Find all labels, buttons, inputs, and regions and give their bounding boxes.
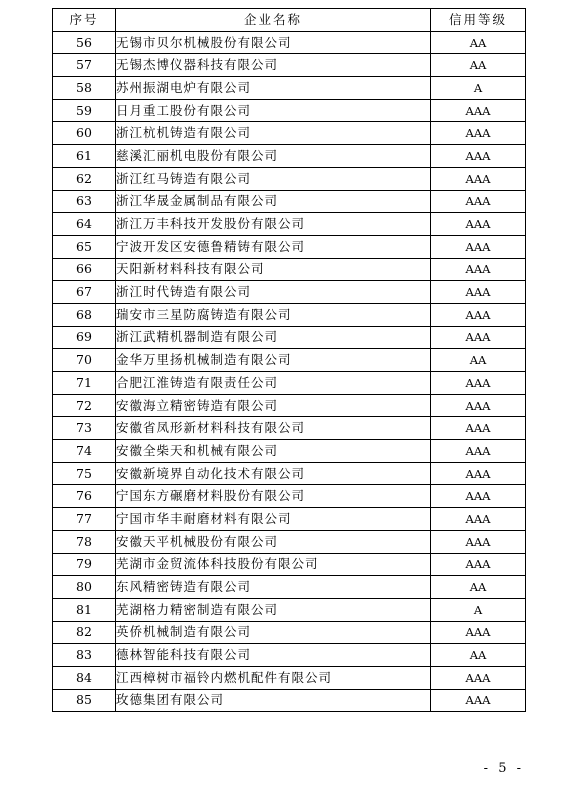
row-company-name: 浙江时代铸造有限公司	[116, 281, 431, 304]
row-seq: 60	[53, 122, 116, 145]
table-row	[53, 190, 526, 213]
row-credit-rating: AAA	[431, 553, 526, 576]
row-company-name: 宁波开发区安德鲁精铸有限公司	[116, 235, 431, 258]
row-seq: 70	[53, 349, 116, 372]
table-header	[53, 9, 526, 32]
row-company-name: 宁国市华丰耐磨材料有限公司	[116, 508, 431, 531]
row-credit-rating: AAA	[431, 485, 526, 508]
row-company-name: 安徽海立精密铸造有限公司	[116, 394, 431, 417]
row-credit-rating: AAA	[431, 258, 526, 281]
row-company-name: 宁国东方碾磨材料股份有限公司	[116, 485, 431, 508]
row-seq: 63	[53, 190, 116, 213]
header-seq: 序号	[53, 9, 116, 32]
table-row	[53, 167, 526, 190]
table-row	[53, 598, 526, 621]
row-seq: 67	[53, 281, 116, 304]
row-seq: 71	[53, 372, 116, 395]
row-credit-rating: AA	[431, 349, 526, 372]
table-body	[53, 31, 526, 712]
row-seq: 78	[53, 530, 116, 553]
header-company-name: 企业名称	[116, 9, 431, 32]
row-credit-rating: AA	[431, 54, 526, 77]
row-company-name: 玫德集团有限公司	[116, 689, 431, 712]
row-seq: 80	[53, 576, 116, 599]
table-row	[53, 372, 526, 395]
table-row	[53, 689, 526, 712]
row-company-name: 金华万里扬机械制造有限公司	[116, 349, 431, 372]
row-credit-rating: AAA	[431, 394, 526, 417]
row-seq: 64	[53, 213, 116, 236]
row-credit-rating: AA	[431, 644, 526, 667]
row-company-name: 英侨机械制造有限公司	[116, 621, 431, 644]
row-seq: 75	[53, 462, 116, 485]
row-seq: 76	[53, 485, 116, 508]
row-credit-rating: AAA	[431, 621, 526, 644]
header-credit-rating: 信用等级	[431, 9, 526, 32]
row-seq: 83	[53, 644, 116, 667]
row-credit-rating: AAA	[431, 145, 526, 168]
table-row	[53, 349, 526, 372]
row-company-name: 天阳新材料科技有限公司	[116, 258, 431, 281]
row-seq: 56	[53, 31, 116, 54]
row-seq: 59	[53, 99, 116, 122]
row-credit-rating: A	[431, 598, 526, 621]
table-row	[53, 122, 526, 145]
row-seq: 58	[53, 77, 116, 100]
table-row	[53, 530, 526, 553]
row-credit-rating: AAA	[431, 508, 526, 531]
row-seq: 57	[53, 54, 116, 77]
row-company-name: 日月重工股份有限公司	[116, 99, 431, 122]
row-seq: 73	[53, 417, 116, 440]
table-row	[53, 77, 526, 100]
row-company-name: 安徽省凤形新材料科技有限公司	[116, 417, 431, 440]
row-company-name: 慈溪汇丽机电股份有限公司	[116, 145, 431, 168]
table-row	[53, 553, 526, 576]
row-seq: 82	[53, 621, 116, 644]
row-credit-rating: AAA	[431, 99, 526, 122]
table-row	[53, 417, 526, 440]
row-seq: 65	[53, 235, 116, 258]
table-row	[53, 145, 526, 168]
row-company-name: 芜湖市金贸流体科技股份有限公司	[116, 553, 431, 576]
table-row	[53, 666, 526, 689]
table-row	[53, 621, 526, 644]
row-credit-rating: AAA	[431, 689, 526, 712]
table-row	[53, 213, 526, 236]
row-seq: 61	[53, 145, 116, 168]
table-row	[53, 235, 526, 258]
table-row	[53, 54, 526, 77]
table-row	[53, 303, 526, 326]
row-credit-rating: AA	[431, 31, 526, 54]
table-row	[53, 281, 526, 304]
row-company-name: 江西樟树市福铃内燃机配件有限公司	[116, 666, 431, 689]
row-company-name: 无锡杰博仪器科技有限公司	[116, 54, 431, 77]
table-row	[53, 485, 526, 508]
row-company-name: 安徽全柴天和机械有限公司	[116, 440, 431, 463]
row-company-name: 浙江红马铸造有限公司	[116, 167, 431, 190]
header-row	[53, 9, 526, 32]
row-seq: 62	[53, 167, 116, 190]
row-credit-rating: A	[431, 77, 526, 100]
row-seq: 68	[53, 303, 116, 326]
row-company-name: 东风精密铸造有限公司	[116, 576, 431, 599]
row-seq: 69	[53, 326, 116, 349]
row-seq: 66	[53, 258, 116, 281]
row-company-name: 德林智能科技有限公司	[116, 644, 431, 667]
table-row	[53, 508, 526, 531]
page-number: - 5 -	[483, 761, 524, 776]
row-credit-rating: AAA	[431, 303, 526, 326]
row-seq: 77	[53, 508, 116, 531]
row-company-name: 浙江万丰科技开发股份有限公司	[116, 213, 431, 236]
row-company-name: 苏州振湖电炉有限公司	[116, 77, 431, 100]
row-seq: 74	[53, 440, 116, 463]
table-row	[53, 644, 526, 667]
row-credit-rating: AAA	[431, 462, 526, 485]
row-credit-rating: AAA	[431, 372, 526, 395]
row-company-name: 浙江武精机器制造有限公司	[116, 326, 431, 349]
row-company-name: 瑞安市三星防腐铸造有限公司	[116, 303, 431, 326]
row-company-name: 芜湖格力精密制造有限公司	[116, 598, 431, 621]
row-credit-rating: AAA	[431, 122, 526, 145]
table-row	[53, 99, 526, 122]
row-credit-rating: AAA	[431, 326, 526, 349]
row-credit-rating: AAA	[431, 666, 526, 689]
row-company-name: 合肥江淮铸造有限责任公司	[116, 372, 431, 395]
table-row	[53, 440, 526, 463]
row-credit-rating: AAA	[431, 530, 526, 553]
table-row	[53, 258, 526, 281]
credit-rating-table	[52, 8, 526, 712]
row-seq: 84	[53, 666, 116, 689]
table-row	[53, 31, 526, 54]
row-seq: 79	[53, 553, 116, 576]
row-credit-rating: AAA	[431, 417, 526, 440]
row-credit-rating: AAA	[431, 281, 526, 304]
table-row	[53, 326, 526, 349]
row-credit-rating: AAA	[431, 167, 526, 190]
table-row	[53, 576, 526, 599]
table-row	[53, 462, 526, 485]
row-company-name: 浙江杭机铸造有限公司	[116, 122, 431, 145]
row-company-name: 浙江华晟金属制品有限公司	[116, 190, 431, 213]
row-seq: 81	[53, 598, 116, 621]
table-row	[53, 394, 526, 417]
row-seq: 72	[53, 394, 116, 417]
row-credit-rating: AAA	[431, 440, 526, 463]
row-credit-rating: AA	[431, 576, 526, 599]
row-company-name: 安徽天平机械股份有限公司	[116, 530, 431, 553]
row-company-name: 安徽新境界自动化技术有限公司	[116, 462, 431, 485]
row-credit-rating: AAA	[431, 213, 526, 236]
row-seq: 85	[53, 689, 116, 712]
row-company-name: 无锡市贝尔机械股份有限公司	[116, 31, 431, 54]
row-credit-rating: AAA	[431, 190, 526, 213]
row-credit-rating: AAA	[431, 235, 526, 258]
